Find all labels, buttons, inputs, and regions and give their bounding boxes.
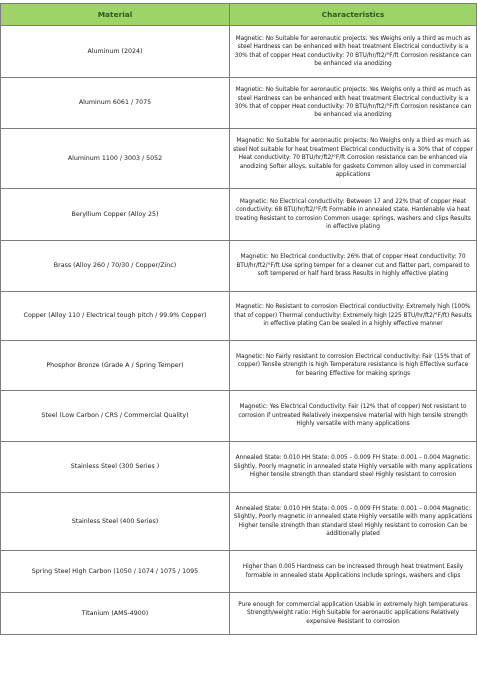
- characteristics-cell: Higher than 0.005 Hardness can be increased through heat treatment Easily formable in annealed state Applications include springs, washers and clips: [230, 551, 477, 593]
- table-row: [1, 241, 477, 292]
- material-cell: Aluminum 6061 / 7075: [1, 78, 230, 129]
- characteristics-cell: Magnetic: No Resistant to corrosion Electrical conductivity: Extremely high (100% that of copper) Thermal conductivity: Extremely high (225 BTU/hr/ft2/°F/ft) Results in effective plating Can be sealed in a highly effective manner: [230, 292, 477, 341]
- table-row: [1, 442, 477, 493]
- table-row: [1, 26, 477, 78]
- characteristics-cell: Magnetic: No Fairly resistant to corrosion Electrical conductivity: Fair (15% that of copper) Tensile strength is high Temperature resistance is high Effective surface for bearing Effective for making springs: [230, 341, 477, 391]
- characteristics-cell: Magnetic: No Electrical conductivity: 26% that of copper Heat conductivity: 70 BTU/hr/ft2/°F/ft Use spring temper for a cleaner cut and flatter part, compared to soft tempered or half hard brass Results in highly effective plating: [230, 241, 477, 292]
- table-row: [1, 189, 477, 241]
- material-cell: Phosphor Bronze (Grade A / Spring Temper): [1, 341, 230, 391]
- characteristics-cell: Annealed State: 0.010 HH State: 0.005 – 0.009 FH State: 0.001 – 0.004 Magnetic: Slightly, Poorly magnetic in annealed state Highly versatile with many applications Higher tensile strength than standard steel Highly resistant to corrosion: [230, 442, 477, 493]
- material-cell: Titanium (AMS-4900): [1, 593, 230, 635]
- table-row: [1, 129, 477, 189]
- table-row: [1, 493, 477, 551]
- characteristics-cell: Magnetic: Yes Electrical Conductivity: Fair (12% that of copper) Not resistant to corrosion if untreated Relatively inexpensive material with high tensile strength Highly versatile with many applications: [230, 391, 477, 442]
- material-cell: Copper (Alloy 110 / Electrical tough pitch / 99.9% Copper): [1, 292, 230, 341]
- material-cell: Stainless Steel (300 Series ): [1, 442, 230, 493]
- characteristics-cell: Magnetic: No Suitable for aeronautic projects: Yes Weighs only a third as much as steel Hardness can be enhanced with heat treatment Electrical conductivity is a 30% that of copper Heat conductivity: 70 BTU/hr/ft2/°F/ft Corrosion resistance can be enhanced via anodizing: [230, 78, 477, 129]
- table-row: [1, 341, 477, 391]
- characteristics-cell: Magnetic: No Electrical conductivity: Between 17 and 22% that of copper Heat conductivity: 68 BTU/hr/ft2/°F/ft Formable in annealed state. Hardenable via heat treating Resistant to corrosion Common usage: springs, washers and clips Results in effective plating: [230, 189, 477, 241]
- materials-table: [0, 3, 477, 635]
- material-cell: Aluminum 1100 / 3003 / 5052: [1, 129, 230, 189]
- material-cell: Stainless Steel (400 Series): [1, 493, 230, 551]
- material-cell: Spring Steel High Carbon (1050 / 1074 / 1075 / 1095: [1, 551, 230, 593]
- header-material: Material: [1, 4, 230, 26]
- header-row: [1, 4, 477, 26]
- table-row: [1, 593, 477, 635]
- material-cell: Aluminum (2024): [1, 26, 230, 78]
- table-row: [1, 391, 477, 442]
- characteristics-cell: Pure enough for commercial application Usable in extremely high temperatures Strength/weight ratio: High Suitable for aeronautic applications Relatively expensive Resistant to corrosion: [230, 593, 477, 635]
- table-row: [1, 551, 477, 593]
- header-characteristics: Characteristics: [230, 4, 477, 26]
- characteristics-cell: Annealed State: 0.010 HH State: 0.005 – 0.009 FH State: 0.001 – 0.004 Magnetic: Slightly, Poorly magnetic in annealed state Highly versatile with many applications Higher tensile strength than standard steel Highly resistant to corrosion Can be additionally plated: [230, 493, 477, 551]
- material-cell: Beryllium Copper (Alloy 25): [1, 189, 230, 241]
- table-row: [1, 78, 477, 129]
- material-cell: Brass (Alloy 260 / 70/30 / Copper/Zinc): [1, 241, 230, 292]
- material-cell: Steel (Low Carbon / CRS / Commercial Quality): [1, 391, 230, 442]
- table-row: [1, 292, 477, 341]
- characteristics-cell: Magnetic: No Suitable for aeronautic projects: Yes Weighs only a third as much as steel Hardness can be enhanced with heat treatment Electrical conductivity is a 30% that of copper Heat conductivity: 70 BTU/hr/ft2/°F/ft Corrosion resistance can be enhanced via anodizing: [230, 26, 477, 78]
- characteristics-cell: Magnetic: No Suitable for aeronautic projects: No Weighs only a third as much as steel Not suitable for heat treatment Electrical conductivity is a 30% that of copper Heat conductivity: 70 BTU/hr/ft2/°F/ft Corrosion resistance can be enhanced via anodizing Softer alloys, suitable for gaskets Common alloy used in commercial applications: [230, 129, 477, 189]
